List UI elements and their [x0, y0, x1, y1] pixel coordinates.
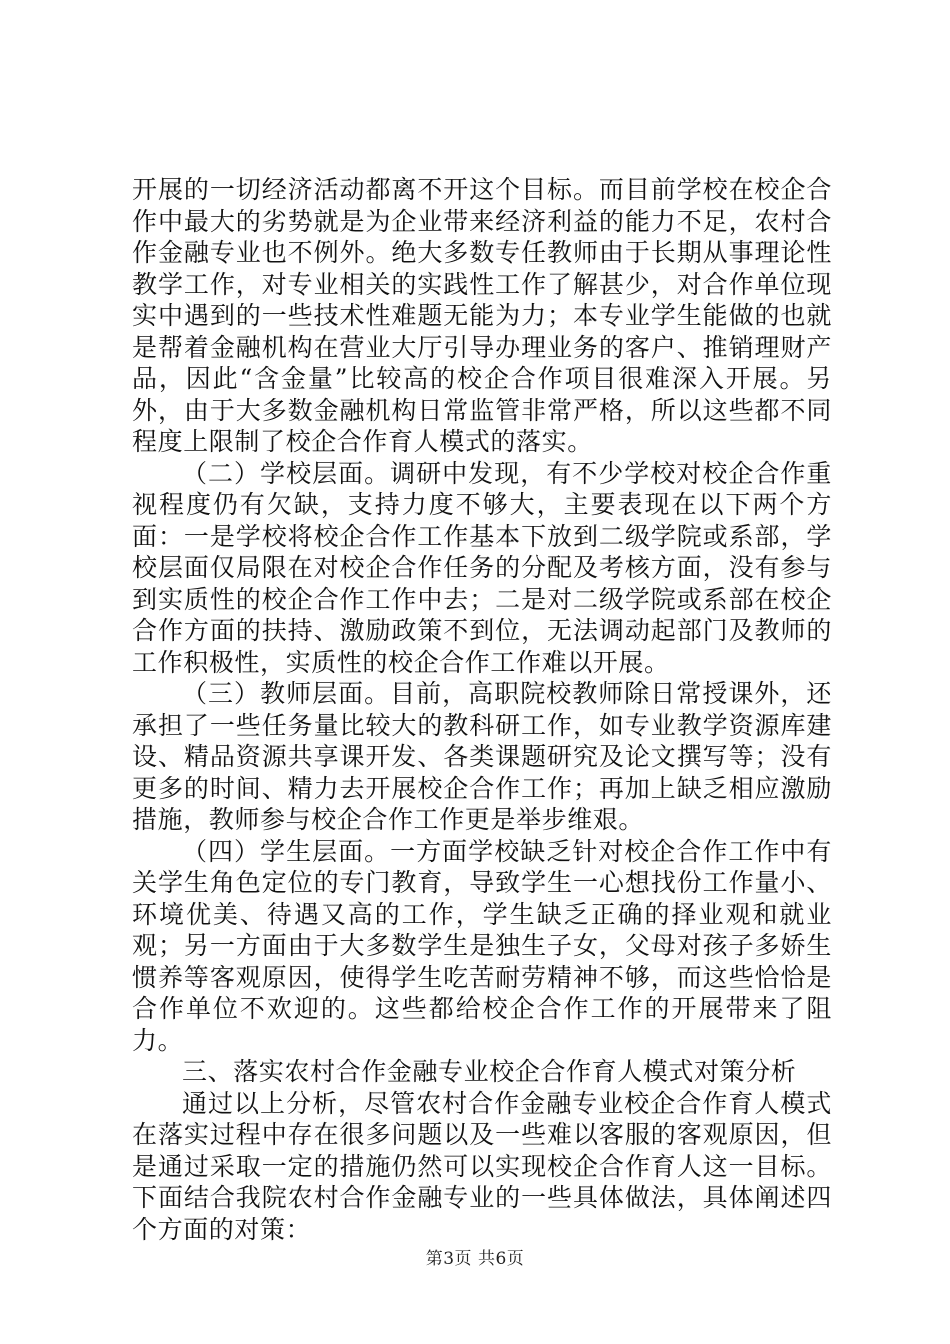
page-number: 第3页 共6页: [425, 1249, 525, 1269]
section-heading: 三、落实农村合作金融专业校企合作育人模式对策分析: [182, 1057, 797, 1086]
paragraph-countermeasures-intro: 通过以上分析，尽管农村合作金融专业校企合作育人模式在落实过程中存在很多问题以及一些难以客服的客观原因，但是通过采取一定的措施仍然可以实现校企合作育人这一目标。下面结合我院农村合作金融专业的一些具体做法，具体阐述四个方面的对策：: [132, 1088, 832, 1244]
paragraph-student-level: （四）学生层面。一方面学校缺乏针对校企合作工作中有关学生角色定位的专门教育，导致学生一心想找份工作量小、环境优美、待遇又高的工作，学生缺乏正确的择业观和就业观；另一方面由于大多数学生是独生子女，父母对孩子多娇生惯养等客观原因，使得学生吃苦耐劳精神不够，而这些恰恰是合作单位不欢迎的。这些都给校企合作工作的开展带来了阻力。: [132, 836, 832, 1055]
paragraph-teacher-level: （三）教师层面。目前，高职院校教师除日常授课外，还承担了一些任务量比较大的教科研工作，如专业教学资源库建设、精品资源共享课开发、各类课题研究及论文撰写等；没有更多的时间、精力去开展校企合作工作；再加上缺乏相应激励措施，教师参与校企合作工作更是举步维艰。: [132, 679, 832, 834]
document-body: [132, 174, 832, 1245]
paragraph-school-level: （二）学校层面。调研中发现，有不少学校对校企合作重视程度仍有欠缺，支持力度不够大，主要表现在以下两个方面：一是学校将校企合作工作基本下放到二级学院或系部，学校层面仅局限在对校企合作任务的分配及考核方面，没有参与到实质性的校企合作工作中去；二是对二级学院或系部在校企合作方面的扶持、激励政策不到位，无法调动起部门及教师的工作积极性，实质性的校企合作工作难以开展。: [132, 458, 832, 677]
paragraph-continuation: 开展的一切经济活动都离不开这个目标。而目前学校在校企合作中最大的劣势就是为企业带来经济利益的能力不足，农村合作金融专业也不例外。绝大多数专任教师由于长期从事理论性教学工作，对专业相关的实践性工作了解甚少，对合作单位现实中遇到的一些技术性难题无能为力；本专业学生能做的也就是帮着金融机构在营业大厅引导办理业务的客户、推销理财产品，因此“含金量”比较高的校企合作项目很难深入开展。另外，由于大多数金融机构日常监管非常严格，所以这些都不同程度上限制了校企合作育人模式的落实。: [132, 175, 832, 456]
